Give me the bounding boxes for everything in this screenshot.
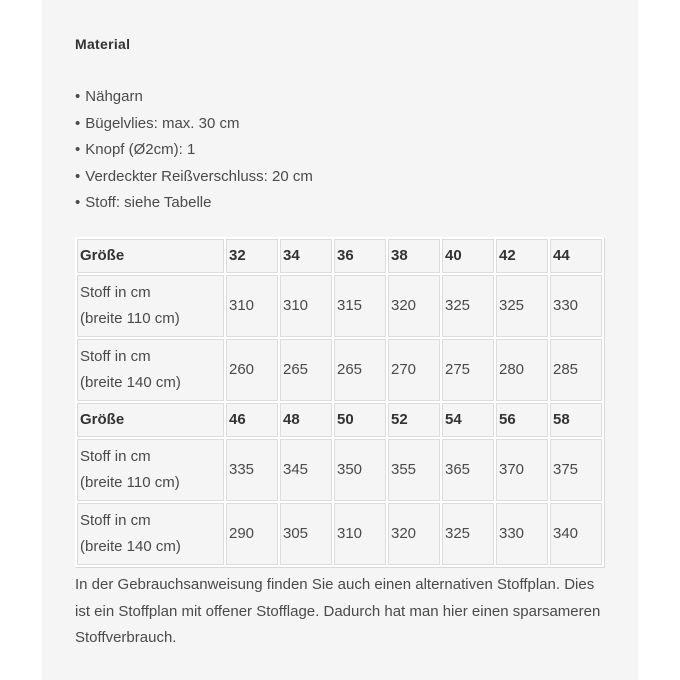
fabric-value-cell: 330	[550, 275, 602, 337]
fabric-value-cell: 355	[388, 439, 440, 501]
size-label-cell: Größe	[77, 239, 224, 273]
size-cell: 40	[442, 239, 494, 273]
fabric-size-table	[75, 237, 604, 567]
fabric-label-cell	[77, 439, 224, 501]
size-cell: 38	[388, 239, 440, 273]
fabric-value-cell: 325	[442, 275, 494, 337]
fabric-value-cell: 310	[334, 503, 386, 565]
fabric-value-cell: 310	[226, 275, 278, 337]
size-cell: 50	[334, 403, 386, 437]
size-cell: 46	[226, 403, 278, 437]
list-item: • Verdeckter Reißverschluss: 20 cm	[75, 164, 313, 191]
fabric-value-cell: 265	[334, 339, 386, 401]
fabric-value-cell: 320	[388, 275, 440, 337]
fabric-value-cell: 280	[496, 339, 548, 401]
size-cell: 48	[280, 403, 332, 437]
size-cell: 34	[280, 239, 332, 273]
fabric-value-cell: 330	[496, 503, 548, 565]
fabric-value-cell: 310	[280, 275, 332, 337]
fabric-value-cell: 315	[334, 275, 386, 337]
fabric-row	[77, 439, 602, 501]
size-cell: 58	[550, 403, 602, 437]
fabric-value-cell: 345	[280, 439, 332, 501]
fabric-value-cell: 325	[496, 275, 548, 337]
fabric-plan-note: In der Gebrauchsanweisung finden Sie auch einen alternativen Stoffplan. Dies ist ein Stoffplan mit offener Stofflage. Dadurch hat man hier einen sparsameren Stoffverbrauch.	[75, 576, 601, 646]
fabric-value-cell: 320	[388, 503, 440, 565]
size-cell: 42	[496, 239, 548, 273]
material-heading: Material	[75, 36, 131, 52]
fabric-row	[77, 275, 602, 337]
size-header-row	[77, 239, 602, 273]
fabric-label-line: Stoff in cm	[80, 448, 151, 465]
fabric-row	[77, 503, 602, 565]
fabric-value-cell: 340	[550, 503, 602, 565]
fabric-value-cell: 370	[496, 439, 548, 501]
fabric-value-cell: 285	[550, 339, 602, 401]
fabric-width-line: (breite 140 cm)	[80, 538, 181, 555]
fabric-value-cell: 365	[442, 439, 494, 501]
list-item: • Knopf (Ø2cm): 1	[75, 137, 313, 164]
size-cell: 52	[388, 403, 440, 437]
fabric-value-cell: 350	[334, 439, 386, 501]
list-item: • Stoff: siehe Tabelle	[75, 190, 313, 217]
fabric-label-cell	[77, 275, 224, 337]
size-cell: 44	[550, 239, 602, 273]
size-header-row	[77, 403, 602, 437]
table-body	[77, 239, 602, 565]
fabric-width-line: (breite 110 cm)	[80, 474, 180, 491]
fabric-label-line: Stoff in cm	[80, 348, 151, 365]
fabric-value-cell: 265	[280, 339, 332, 401]
fabric-label-line: Stoff in cm	[80, 284, 151, 301]
fabric-value-cell: 260	[226, 339, 278, 401]
fabric-value-cell: 335	[226, 439, 278, 501]
fabric-width-line: (breite 110 cm)	[80, 310, 180, 327]
fabric-value-cell: 290	[226, 503, 278, 565]
material-list	[75, 84, 313, 217]
fabric-value-cell: 375	[550, 439, 602, 501]
fabric-value-cell: 305	[280, 503, 332, 565]
list-item: • Bügelvlies: max. 30 cm	[75, 111, 313, 138]
fabric-label-cell	[77, 503, 224, 565]
list-item: • Nähgarn	[75, 84, 313, 111]
fabric-label-line: Stoff in cm	[80, 512, 151, 529]
fabric-label-cell	[77, 339, 224, 401]
fabric-value-cell: 270	[388, 339, 440, 401]
content-panel	[42, 0, 638, 680]
fabric-width-line: (breite 140 cm)	[80, 374, 181, 391]
size-cell: 32	[226, 239, 278, 273]
fabric-row	[77, 339, 602, 401]
fabric-value-cell: 275	[442, 339, 494, 401]
size-label-cell: Größe	[77, 403, 224, 437]
size-cell: 56	[496, 403, 548, 437]
size-cell: 54	[442, 403, 494, 437]
fabric-value-cell: 325	[442, 503, 494, 565]
size-cell: 36	[334, 239, 386, 273]
